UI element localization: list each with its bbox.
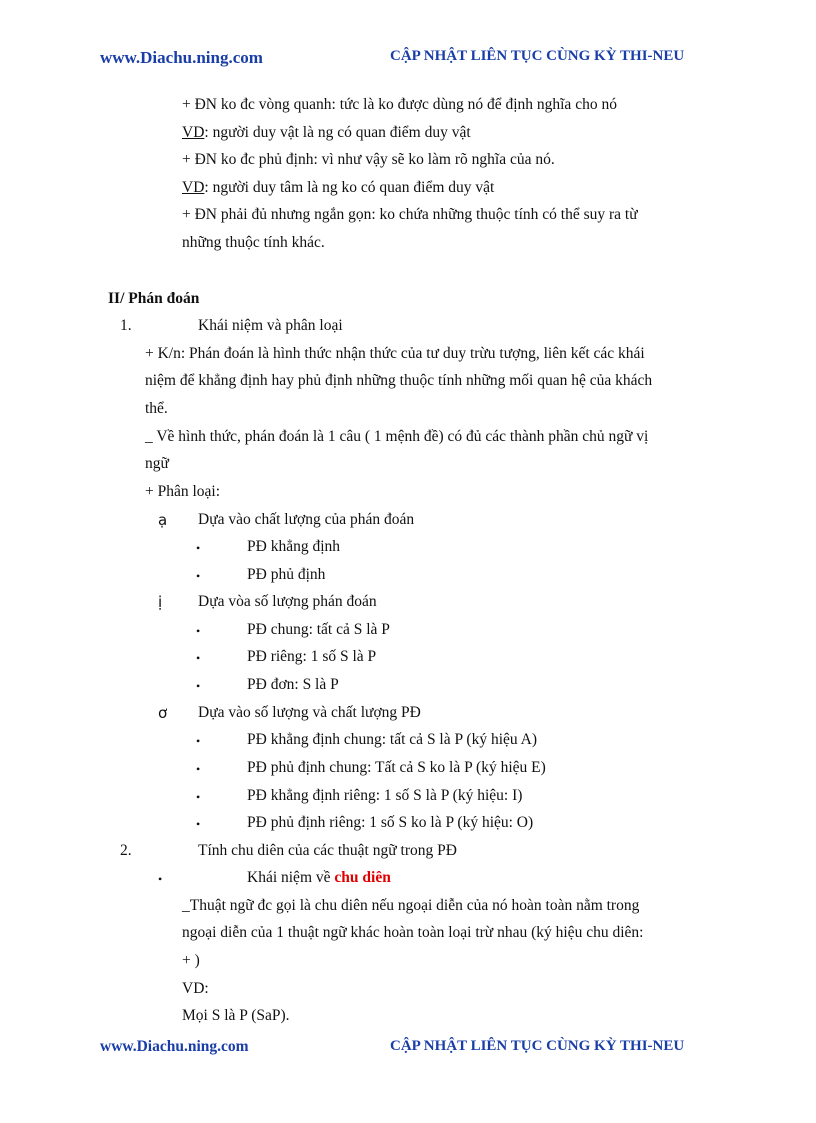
list-item: PĐ riêng: 1 số S là P (247, 648, 377, 665)
header-slogan: CẬP NHẬT LIÊN TỤC CÙNG KỲ THI-NEU (390, 48, 685, 64)
intro-line-6: những thuộc tính khác. (182, 234, 325, 251)
bullet-icon: • (196, 817, 201, 831)
list-item: PĐ chung: tất cả S là P (247, 621, 390, 638)
bullet-icon: • (196, 762, 201, 776)
group-title: Dựa vào số lượng và chất lượng PĐ (198, 704, 421, 721)
bullet-icon: • (158, 872, 163, 886)
bullet-icon: • (196, 651, 201, 665)
concept-line (247, 869, 391, 887)
form-line-2: ngữ (145, 455, 169, 472)
bullet-icon: • (196, 734, 201, 748)
concept-def-1: _Thuật ngữ đc gọi là chu diên nếu ngoại diễn của nó hoàn toàn nằm trong (182, 897, 640, 914)
form-line-1: _ Về hình thức, phán đoán là 1 câu ( 1 mệnh đề) có đủ các thành phần chủ ngữ vị (145, 428, 649, 445)
bullet-icon: • (196, 679, 201, 693)
group-title: Dựa vào chất lượng của phán đoán (198, 511, 415, 528)
example-heading: VD: (182, 980, 209, 997)
definition-line-1: + K/n: Phán đoán là hình thức nhận thức của tư duy trừu tượng, liên kết các khái (145, 345, 645, 362)
intro-example-2 (182, 179, 494, 197)
bullet-icon: • (196, 569, 201, 583)
list-item: PĐ khẳng định riêng: 1 số S là P (ký hiệu: I) (247, 787, 523, 804)
list-item: PĐ phủ định chung: Tất cả S ko là P (ký hiệu E) (247, 759, 546, 776)
list-item: PĐ khẳng định chung: tất cả S là P (ký hiệu A) (247, 731, 538, 748)
list-item: PĐ khẳng định (247, 538, 340, 555)
item-2-number: 2. (120, 842, 132, 859)
concept-def-3: + ) (182, 952, 200, 969)
list-item: PĐ phủ định riêng: 1 số S ko là P (ký hiệu: O) (247, 814, 534, 831)
group-marker: ạ (158, 511, 168, 529)
header-site-link[interactable]: www.Diachu.ning.com (100, 48, 263, 67)
bullet-icon: • (196, 624, 201, 638)
group-title: Dựa vòa số lượng phán đoán (198, 593, 377, 610)
example-label: VD (182, 179, 205, 196)
concept-def-2: ngoại diễn của 1 thuật ngữ khác hoàn toàn loại trừ nhau (ký hiệu chu diên: (182, 924, 644, 941)
intro-line-1: + ĐN ko đc vòng quanh: tức là ko được dùng nó để định nghĩa cho nó (182, 96, 617, 113)
list-item: PĐ đơn: S là P (247, 676, 339, 693)
item-1-number: 1. (120, 317, 132, 334)
bullet-icon: • (196, 790, 201, 804)
page-header (0, 48, 816, 72)
page-footer (0, 1038, 816, 1062)
bullet-icon: • (196, 541, 201, 555)
footer-site-link[interactable]: www.Diachu.ning.com (100, 1038, 249, 1055)
intro-line-5: + ĐN phải đủ nhưng ngắn gọn: ko chứa những thuộc tính có thể suy ra từ (182, 206, 638, 223)
definition-line-2: niệm để khẳng định hay phủ định những thuộc tính những mối quan hệ của khách (145, 372, 653, 389)
intro-example-1 (182, 124, 471, 142)
classification-label: + Phân loại: (145, 483, 221, 500)
group-marker: ị (158, 593, 163, 611)
intro-line-3: + ĐN ko đc phủ định: vì như vậy sẽ ko làm rõ nghĩa của nó. (182, 151, 555, 168)
item-1-title: Khái niệm và phân loại (198, 317, 343, 334)
group-marker: ơ (158, 704, 168, 722)
example-text: : người duy vật là ng có quan điểm duy vật (204, 124, 471, 141)
concept-term: chu diên (334, 869, 391, 886)
list-item: PĐ phủ định (247, 566, 326, 583)
concept-prefix: Khái niệm về (247, 869, 335, 886)
definition-line-3: thể. (145, 400, 168, 417)
section-heading: II/ Phán đoán (108, 290, 200, 307)
example-text: : người duy tâm là ng ko có quan điểm duy vật (204, 179, 495, 196)
item-2-title: Tính chu diên của các thuật ngữ trong PĐ (198, 842, 457, 859)
example-label: VD (182, 124, 205, 141)
example-line: Mọi S là P (SaP). (182, 1007, 290, 1024)
footer-slogan: CẬP NHẬT LIÊN TỤC CÙNG KỲ THI-NEU (390, 1038, 685, 1054)
